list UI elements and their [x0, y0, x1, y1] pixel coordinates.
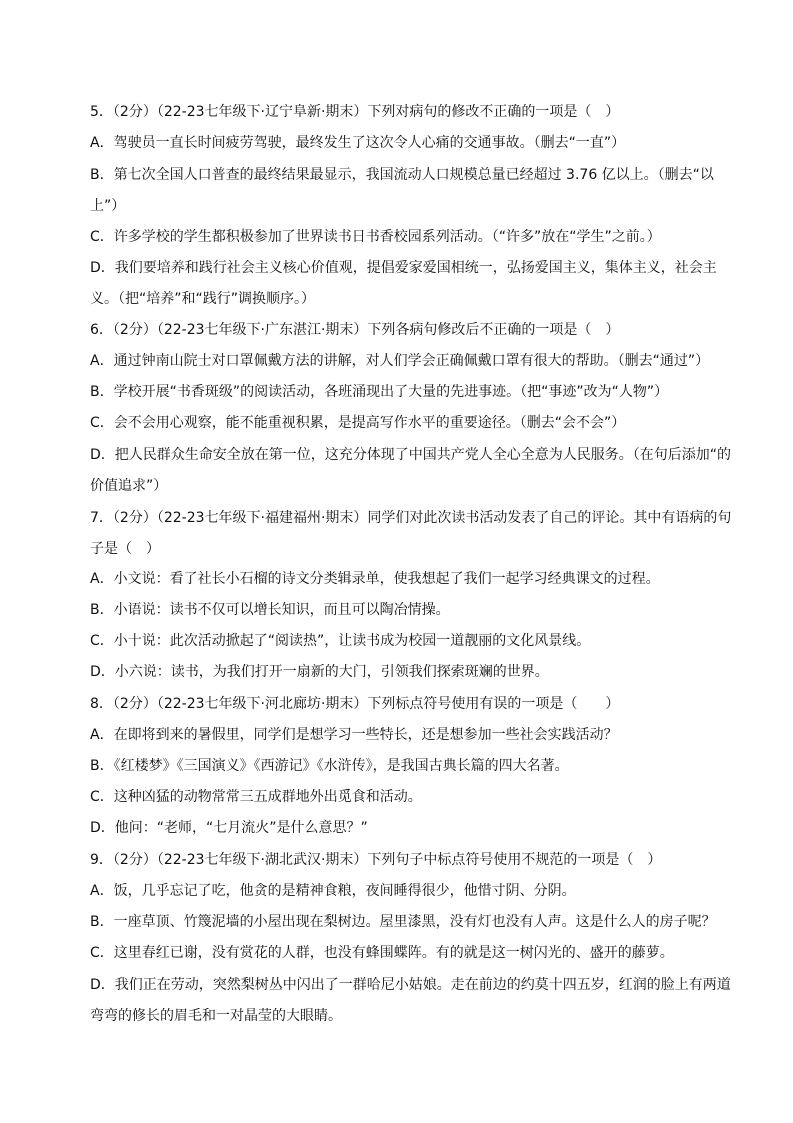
question-number: 9 [90, 852, 99, 868]
question-stem [90, 98, 740, 127]
question-stem [90, 503, 740, 565]
question-text: ．（2分）（22-23七年级下·河北廊坊·期末）下列标点符号使用有误的一项是（ ） [98, 696, 620, 712]
option-d: D．把人民群众生命安全放在第一位，这充分体现了中国共产党人全心全意为人民服务。（在句后添加“的价值追求”） [90, 447, 732, 494]
question-text: ．（2分）（22-23七年级下·辽宁阜新·期末）下列对病句的修改不正确的一项是（ ） [98, 104, 620, 120]
option-c: C．这里春红已谢，没有赏花的人群，也没有蜂围蝶阵。有的就是这一树闪光的、盛开的藤萝。 [90, 945, 674, 961]
option-c: C．许多学校的学生都积极参加了世界读书日书香校园系列活动。（“许多”放在“学生”之前。） [90, 229, 661, 245]
question-stem [90, 316, 740, 345]
question-text: ．（2分）（22-23七年级下·湖北武汉·期末）下列句子中标点符号使用不规范的一项是（ ） [98, 852, 662, 868]
option-c: C．会不会用心观察，能不能重视积累，是提高写作水平的重要途径。（删去“会不会”） [90, 415, 626, 431]
option-b: B．一座草顶、竹篾泥墙的小屋出现在梨树边。屋里漆黑，没有灯也没有人声。这是什么人的房子呢？ [90, 914, 716, 930]
option-a: A．驾驶员一直长时间疲劳驾驶，最终发生了这次令人心痛的交通事故。（删去“一直”） [90, 135, 626, 151]
option-a: A．小文说：看了社长小石榴的诗文分类辑录单，使我想起了我们一起学习经典课文的过程。 [90, 571, 660, 587]
question-number: 7 [90, 510, 99, 526]
option-a: A．通过钟南山院士对口罩佩戴方法的讲解，对人们学会正确佩戴口罩有很大的帮助。（删去“通过”） [90, 353, 710, 369]
option-b: B．小语说：读书不仅可以增长知识，而且可以陶冶情操。 [90, 602, 450, 618]
option-b: B．《红楼梦》《三国演义》《西游记》《水浒传》，是我国古典长篇的四大名著。 [90, 758, 569, 774]
question-number: 5 [90, 104, 99, 120]
question-number: 8 [90, 696, 99, 712]
option-d: D．我们正在劳动，突然梨树丛中闪出了一群哈尼小姑娘。走在前边的约莫十四五岁，红润的脸上有两道弯弯的修长的眉毛和一对晶莹的大眼睛。 [90, 977, 731, 1024]
question-stem [90, 690, 740, 719]
question-stem [90, 846, 740, 875]
option-d: D．我们要培养和践行社会主义核心价值观，提倡爱家爱国相统一，弘扬爱国主义，集体主义，社会主义。（把“培养”和“践行”调换顺序。） [90, 260, 717, 307]
question-text: ．（2分）（22-23七年级下·广东湛江·期末）下列各病句修改后不正确的一项是（ ） [98, 322, 620, 338]
option-b: B．学校开展“书香斑级”的阅读活动，各班涌现出了大量的先进事迹。（把“事迹”改为“人物”） [90, 384, 669, 400]
option-c: C．小十说：此次活动掀起了“阅读热”，让读书成为校园一道靓丽的文化风景线。 [90, 633, 591, 649]
question-number: 6 [90, 322, 99, 338]
option-d: D．小六说：读书，为我们打开一扇新的大门，引领我们探索斑斓的世界。 [90, 664, 549, 680]
option-b: B．第七次全国人口普查的最终结果最显示，我国流动人口规模总量已经超过 3.76 亿以上。（删去“以上”） [90, 167, 714, 214]
option-a: A．在即将到来的暑假里，同学们是想学习一些特长，还是想参加一些社会实践活动？ [90, 727, 618, 743]
option-a: A．饭，几乎忘记了吃，他贪的是精神食粮，夜间睡得很少，他惜寸阴、分阴。 [90, 883, 576, 899]
option-c: C．这种凶猛的动物常常三五成群地外出觅食和活动。 [90, 789, 422, 805]
option-d: D．他问：“老师，“七月流火”是什么意思？” [90, 820, 368, 836]
question-text: ．（2分）（22-23七年级下·福建福州·期末）同学们对此次读书活动发表了自己的评论。其中有语病的句子是（ ） [90, 510, 732, 557]
